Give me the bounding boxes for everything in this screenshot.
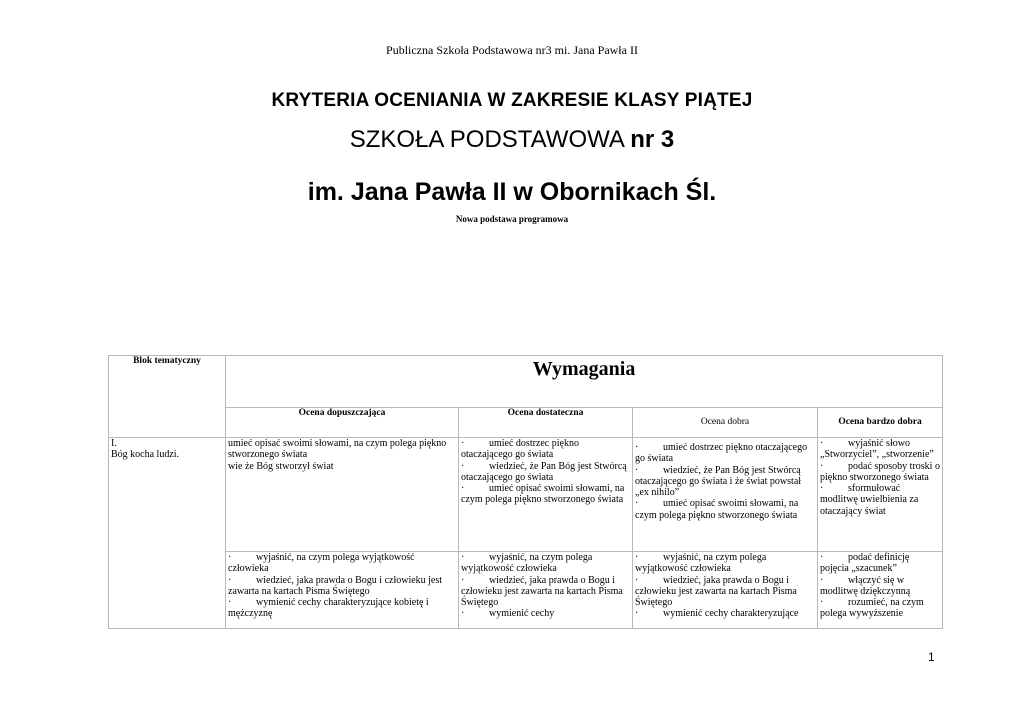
- requirement-item: wiedzieć, że Pan Bóg jest Stwórcą otaczającego go świata i że świat powstał „ex nihilo”: [635, 464, 802, 499]
- bullet-mark: ·: [635, 442, 639, 453]
- requirements-cell: [226, 552, 459, 629]
- requirement-item: wiedzieć, jaka prawda o Bogu i człowieku jest zawarta na kartach Pisma Świętego: [635, 574, 797, 609]
- requirement-item: wiedzieć, że Pan Bóg jest Stwórcą otaczającego go świata: [461, 460, 627, 483]
- requirement-item: wyjaśnić, na czym polega wyjątkowość człowieka: [228, 552, 415, 575]
- requirements-header: Wymagania: [226, 356, 943, 408]
- requirements-cell: [459, 438, 633, 552]
- requirement-item: umieć opisać swoimi słowami, na czym polega piękno stworzonego świata: [228, 438, 447, 461]
- requirement-item: włączyć się w modlitwę dziękczynną: [820, 574, 911, 597]
- grade-header-dostateczna: Ocena dostateczna: [459, 408, 633, 438]
- requirement-item: wiedzieć, jaka prawda o Bogu i człowieku jest zawarta na kartach Pisma Świętego: [228, 574, 443, 597]
- requirement-item: wyjaśnić, na czym polega wyjątkowość człowieka: [635, 552, 767, 575]
- grade-header-bardzo-dobra: Ocena bardzo dobra: [818, 408, 943, 438]
- requirements-cell: [818, 438, 943, 552]
- requirement-item: rozumieć, na czym polega wywyższenie: [820, 597, 924, 620]
- requirement-item: wymienić cechy charakteryzujące kobietę i mężczyznę: [228, 597, 429, 620]
- bullet-mark: ·: [635, 574, 639, 586]
- requirement-item: wyjaśnić, na czym polega wyjątkowość człowieka: [461, 552, 593, 575]
- bullet-mark: ·: [820, 483, 824, 495]
- document-subtitle: Nowa podstawa programowa: [455, 214, 569, 224]
- block-number: I.: [111, 438, 117, 449]
- requirements-cell: [459, 552, 633, 629]
- school-name-title: [0, 126, 1024, 154]
- requirement-item: wymienić cechy charakteryzujące: [663, 608, 799, 620]
- requirement-item: wie że Bóg stworzył świat: [228, 460, 334, 472]
- bullet-mark: ·: [228, 574, 232, 586]
- block-title: Bóg kocha ludzi.: [111, 449, 180, 461]
- bullet-mark: ·: [461, 438, 465, 449]
- bullet-mark: ·: [228, 552, 232, 563]
- bullet-mark: ·: [635, 498, 639, 510]
- bullet-mark: ·: [635, 464, 639, 476]
- bullet-mark: ·: [635, 608, 639, 620]
- requirement-item: wyjaśnić słowo „Stworzyciel”, „stworzenie”: [820, 438, 934, 461]
- requirement-item: umieć opisać swoimi słowami, na czym polega piękno stworzonego świata: [461, 483, 625, 506]
- page-number: 1: [928, 650, 935, 664]
- requirement-item: umieć dostrzec piękno otaczającego go świata: [461, 438, 579, 461]
- school-header: Publiczna Szkoła Podstawowa nr3 mi. Jana Pawła II: [386, 43, 638, 57]
- bullet-mark: ·: [820, 438, 824, 449]
- bullet-mark: ·: [228, 597, 232, 609]
- bullet-mark: ·: [635, 552, 639, 563]
- requirement-item: wiedzieć, jaka prawda o Bogu i człowieku jest zawarta na kartach Pisma Świętego: [461, 574, 623, 609]
- grade-header-dobra: Ocena dobra: [633, 408, 818, 438]
- requirement-item: umieć dostrzec piękno otaczającego go świata: [635, 442, 808, 465]
- requirement-item: sformułować modlitwę uwielbienia za otaczający świat: [820, 483, 919, 517]
- requirement-item: podać definicję pojęcia „szacunek”: [820, 552, 910, 575]
- requirements-cell: [633, 438, 818, 552]
- document-title: KRYTERIA OCENIANIA W ZAKRESIE KLASY PIĄTEJ: [271, 90, 753, 111]
- bullet-mark: ·: [820, 597, 824, 609]
- requirements-cell: [633, 552, 818, 629]
- grade-header-dopuszczajaca: Ocena dopuszczająca: [226, 408, 459, 438]
- bullet-mark: ·: [820, 574, 824, 586]
- school-number: nr 3: [630, 126, 675, 153]
- bullet-mark: ·: [461, 574, 465, 586]
- bullet-mark: ·: [820, 552, 824, 563]
- requirements-cell: [818, 552, 943, 629]
- requirements-cell: [226, 438, 459, 552]
- school-patron-title: im. Jana Pawła II w Obornikach Śl.: [307, 178, 717, 206]
- requirement-item: wymienić cechy: [489, 608, 555, 620]
- block-label-cell: [109, 438, 226, 629]
- requirement-item: umieć opisać swoimi słowami, na czym polega piękno stworzonego świata: [635, 498, 799, 521]
- bullet-mark: ·: [461, 460, 465, 472]
- requirement-item: podać sposoby troski o piękno stworzonego świata: [820, 460, 940, 483]
- school-name-main: SZKOŁA PODSTAWOWA: [349, 126, 631, 153]
- bullet-mark: ·: [461, 552, 465, 563]
- block-header-cell: Blok tematyczny: [109, 356, 226, 438]
- bullet-mark: ·: [461, 608, 465, 620]
- bullet-mark: ·: [461, 483, 465, 495]
- requirements-table: [108, 355, 943, 629]
- bullet-mark: ·: [820, 460, 824, 472]
